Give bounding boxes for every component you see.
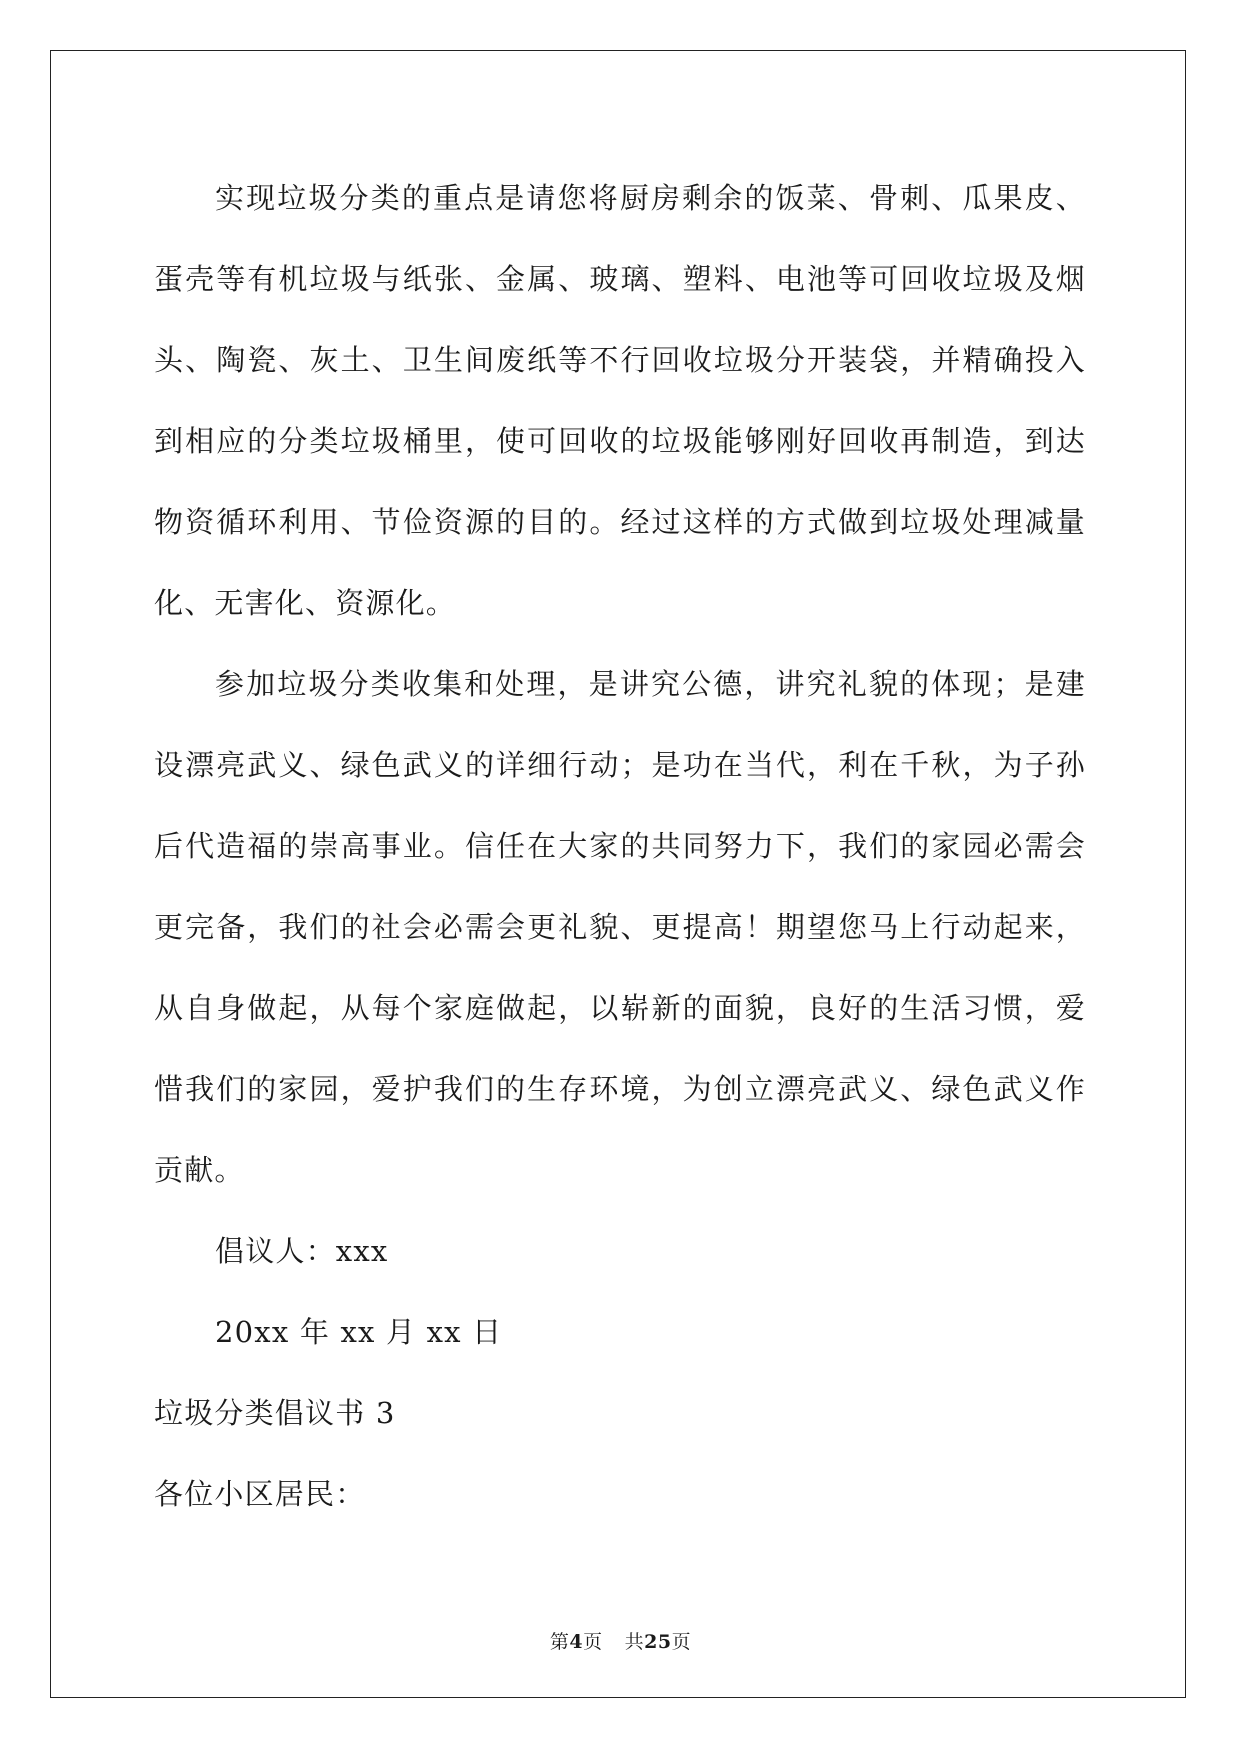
- total-pages-number: 25: [644, 1631, 672, 1653]
- date-line: 20xx 年 xx 月 xx 日: [215, 1315, 503, 1349]
- footer-page-word: 页: [583, 1631, 603, 1653]
- footer-total-prefix: 共: [624, 1631, 645, 1653]
- footer-prefix: 第: [549, 1631, 570, 1653]
- salutation-line: 各位小区居民：: [154, 1477, 366, 1511]
- page-footer: [0, 1627, 1241, 1654]
- paragraph-sorting-method: 实现垃圾分类的重点是请您将厨房剩余的饭菜、骨刺、瓜果皮、蛋壳等有机垃圾与纸张、金属、玻璃、塑料、电池等可回收垃圾及烟头、陶瓷、灰土、卫生间废纸等不行回收垃圾分开装袋，并精确投入到相应的分类垃圾桶里，使可回收的垃圾能够刚好回收再制造，到达物资循环利用、节俭资源的目的。经过这样的方式做到垃圾处理减量化、无害化、资源化。: [154, 181, 1086, 620]
- document-body: [154, 158, 1086, 1535]
- footer-total-suffix: 页: [671, 1631, 692, 1653]
- signer-line: 倡议人：xxx: [215, 1234, 389, 1268]
- next-letter-title: 垃圾分类倡议书 3: [154, 1396, 396, 1430]
- current-page-number: 4: [569, 1631, 584, 1653]
- paragraph-call-to-action: 参加垃圾分类收集和处理，是讲究公德，讲究礼貌的体现；是建设漂亮武义、绿色武义的详细行动；是功在当代，利在千秋，为子孙后代造福的崇高事业。信任在大家的共同努力下，我们的家园必需会更完备，我们的社会必需会更礼貌、更提高！期望您马上行动起来，从自身做起，从每个家庭做起，以崭新的面貌，良好的生活习惯，爱惜我们的家园，爱护我们的生存环境，为创立漂亮武义、绿色武义作贡献。: [154, 667, 1086, 1187]
